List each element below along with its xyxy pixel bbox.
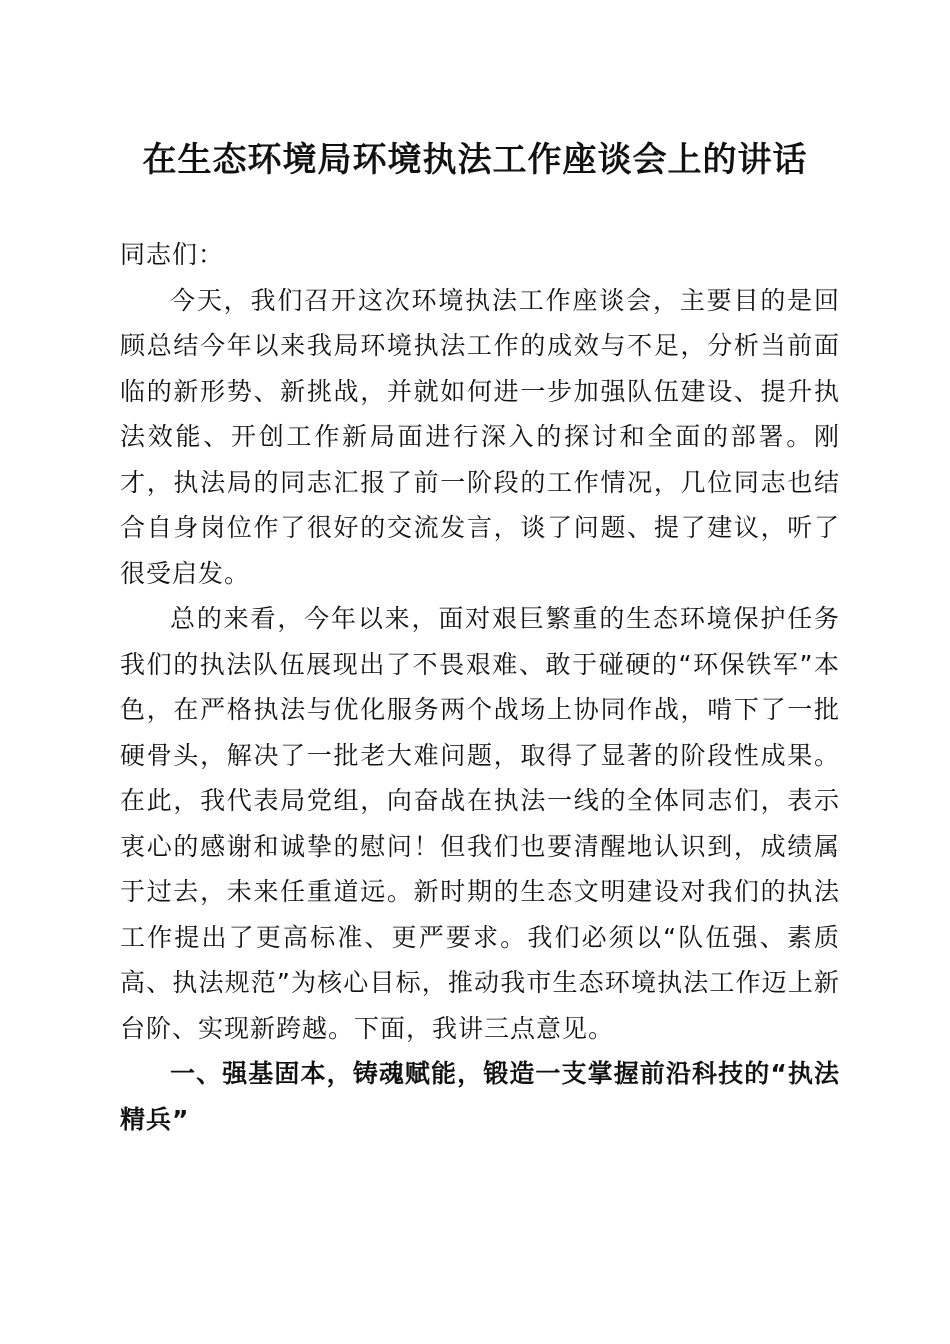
paragraph-summary: 总的来看，今年以来，面对艰巨繁重的生态环境保护任务我们的执法队伍展现出了不畏艰难、敢于碰硬的“环保铁军”本色，在严格执法与优化服务两个战场上协同作战，啃下了一批硬骨头，解决了一批老大难问题，取得了显著的阶段性成果。在此，我代表局党组，向奋战在执法一线的全体同志们，表示衷心的感谢和诚挚的慰问！但我们也要清醒地认识到，成绩属于过去，未来任重道远。新时期的生态文明建设对我们的执法工作提出了更高标准、更严要求。我们必须以“队伍强、素质高、执法规范”为核心目标，推动我市生态环境执法工作迈上新台阶、实现新跨越。下面，我讲三点意见。: [120, 604, 840, 1043]
section-heading-1: 一、强基固本，铸魂赋能，锻造一支掌握前沿科技的“执法精兵”: [120, 1059, 840, 1134]
document-body: [120, 232, 840, 1142]
paragraph-opening: 今天，我们召开这次环境执法工作座谈会，主要目的是回顾总结今年以来我局环境执法工作的成效与不足，分析当前面临的新形势、新挑战，并就如何进一步加强队伍建设、提升执法效能、开创工作新局面进行深入的探讨和全面的部署。刚才，执法局的同志汇报了前一阶段的工作情况，几位同志也结合自身岗位作了很好的交流发言，谈了问题、提了建议，听了很受启发。: [120, 285, 840, 588]
document-title: 在生态环境局环境执法工作座谈会上的讲话: [142, 140, 808, 180]
salutation: 同志们：: [120, 240, 225, 269]
